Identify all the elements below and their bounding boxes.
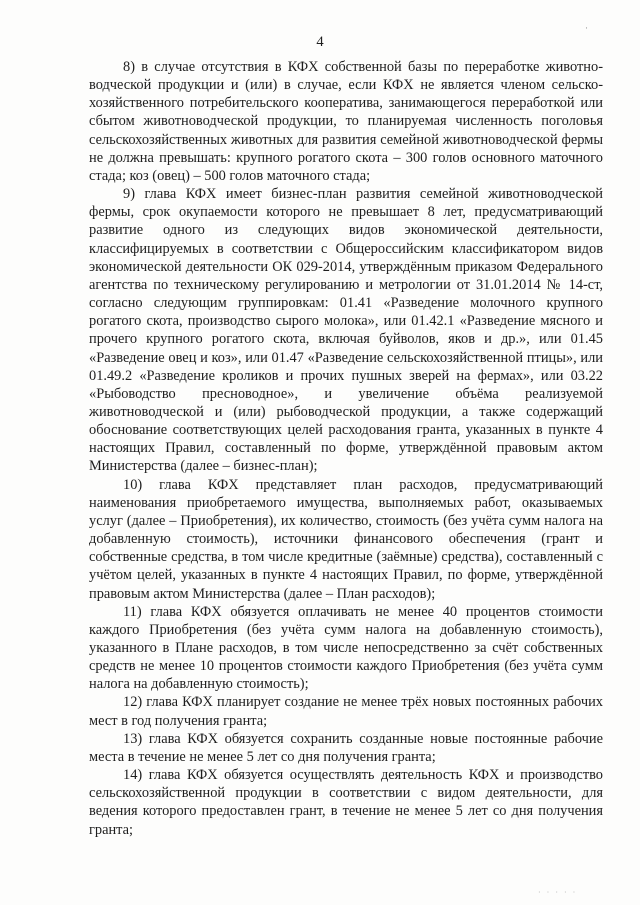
document-body [89,58,603,839]
scan-marks: · · · · · [538,888,578,897]
paragraph-item-14: 14) глава КФХ обязуется осуществлять деятельность КФХ и производство сельскохозяйственной продукции в соответствии с видом деятельности, для ведения которого предоставлен грант, в течение не менее 5 лет со дня получения гранта; [89,767,603,838]
paragraph-item-10: 10) глава КФХ представляет план расходов, предусматривающий наименования приобретаемого имущества, выполняемых работ, оказываемых услуг (далее – Приобретения), их количество, стоимость (без учёта сумм налога на добавленную стоимость), источники финансового обеспечения (грант и собственные средства, в том числе кредитные (заёмные) средства), составленный с учётом целей, указанных в пункте 4 настоящих Правил, по форме, утверждённой правовым актом Министерства (далее – План расходов); [89,476,603,602]
paragraph-item-8: 8) в случае отсутствия в КФХ собственной базы по переработке животноводческой продукции и (или) в случае, если КФХ не является членом сельскохозяйственного потребительского кооператива, занимающегося переработкой или сбытом животноводческой продукции, то планируемая численность поголовья сельскохозяйственных животных для развития семейной животноводческой фермы не должна превышать: крупного рогатого скота – 300 голов основного маточного стада; коз (овец) – 500 голов маточного стада; [89,59,603,184]
paragraph-item-13: 13) глава КФХ обязуется сохранить созданные новые постоянные рабочие места в течение не менее 5 лет со дня получения гранта; [89,730,603,765]
paragraph-item-9: 9) глава КФХ имеет бизнес-план развития семейной животноводческой фермы, срок окупаемости которого не превышает 8 лет, предусматривающий развитие одного из следующих видов экономической деятельности, классифицируемых в соответствии с Общероссийским классификатором видов экономической деятельности ОК 029-2014, утверждённым приказом Федерального агентства по техническому регулированию и метрологии от 31.01.2014 № 14-ст, согласно следующим группировкам: 01.41 «Разведение молочного крупного рогатого скота, производство сырого молока», или 01.42.1 «Разведение мясного и прочего крупного рогатого скота, включая буйволов, яков и др.», или 01.45 «Разведение овец и коз», или 01.47 «Разведение сельскохозяйственной птицы», или 01.49.2 «Разведение кроликов и прочих пушных зверей на фермах», или 03.22 «Рыбоводство пресноводное», и увеличение объёма реализуемой животноводческой и (или) рыбоводческой продукции, а также содержащий обоснование соответствующих целей расходования гранта, указанных в пункте 4 настоящих Правил, составленный по форме, утверждённой правовым актом Министерства (далее – бизнес-план); [89,186,603,475]
paragraph-item-12: 12) глава КФХ планирует создание не менее трёх новых постоянных рабочих мест в год получения гранта; [89,694,603,729]
corner-mark: · [585,23,588,33]
page-number: 4 [316,34,324,50]
paragraph-item-11: 11) глава КФХ обязуется оплачивать не менее 40 процентов стоимости каждого Приобретения (без учёта сумм налога на добавленную стоимость), указанного в Плане расходов, в том числе непосредственно за счёт собственных средств не менее 10 процентов стоимости каждого Приобретения (без учёта сумм налога на добавленную стоимость); [89,603,603,693]
